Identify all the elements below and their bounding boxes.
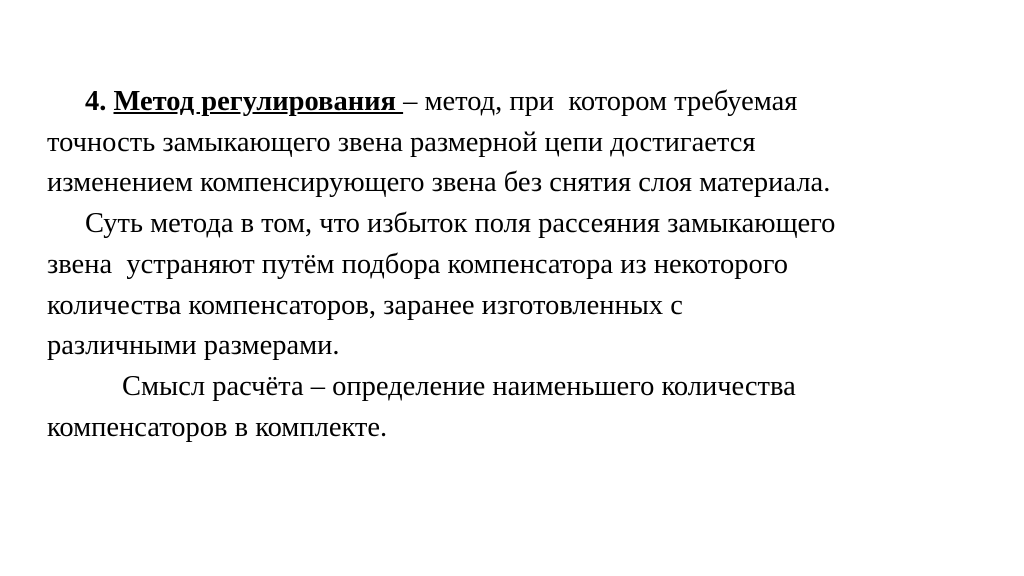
definition-text: – метод, при котором требуемая: [403, 86, 798, 117]
paragraph-2-line-2: звена устраняют путём подбора компенсатора из некоторого: [47, 248, 788, 280]
term-heading: Метод регулирования: [113, 86, 404, 117]
paragraph-2-line-1: Суть метода в том, что избыток поля рассеяния замыкающего: [85, 208, 836, 240]
paragraph-1-line-2: точность замыкающего звена размерной цепи достигается: [47, 126, 756, 158]
paragraph-2-line-4: различными размерами.: [47, 330, 340, 362]
paragraph-1-line-3: изменением компенсирующего звена без снятия слоя материала.: [47, 167, 831, 199]
paragraph-3-line-1: Смысл расчёта – определение наименьшего количества: [122, 370, 796, 402]
paragraph-3-line-2: компенсаторов в комплекте.: [47, 411, 388, 443]
paragraph-1-line-1: [47, 82, 1007, 123]
slide-text: [47, 82, 1007, 448]
item-number: 4.: [85, 86, 107, 117]
paragraph-2-line-3: количества компенсаторов, заранее изготовленных с: [47, 289, 683, 321]
